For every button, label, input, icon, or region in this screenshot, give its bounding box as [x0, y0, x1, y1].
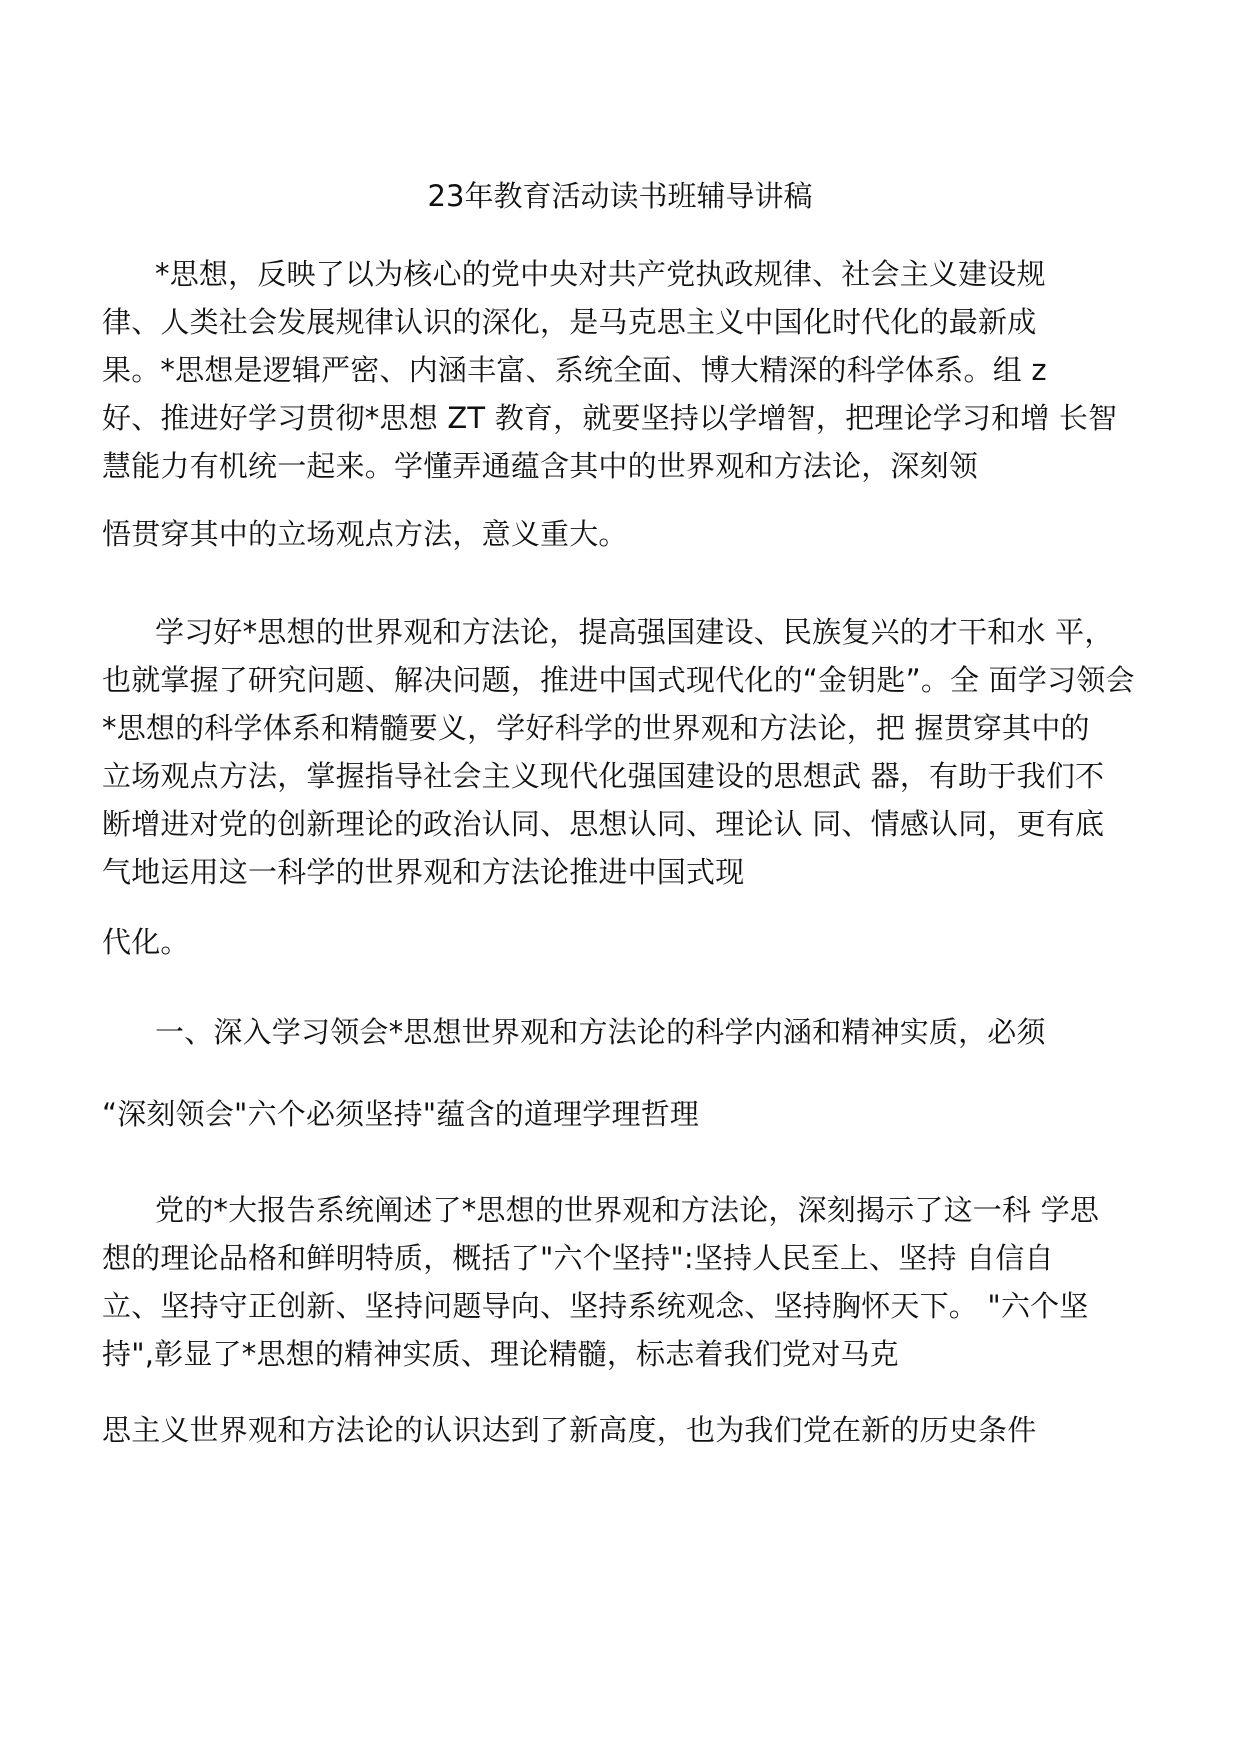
- paragraph-1-line-2: 律、人类社会发展规律认识的深化，是马克思主义中国化时代化的最新成: [102, 305, 1037, 339]
- paragraph-2-line-7: 代化。: [102, 925, 190, 959]
- paragraph-3-line-5: 思主义世界观和方法论的认识达到了新高度，也为我们党在新的历史条件: [102, 1413, 1037, 1447]
- paragraph-1-line-5: 慧能力有机统一起来。学懂弄通蕴含其中的世界观和方法论，深刻领: [102, 449, 979, 483]
- paragraph-2-line-3: *思想的科学体系和精髓要义，学好科学的世界观和方法论，把 握贯穿其中的: [102, 711, 1090, 745]
- paragraph-2-line-2: 也就掌握了研究问题、解决问题，推进中国式现代化的“金钥匙”。全 面学习领会: [102, 663, 1135, 697]
- paragraph-3-line-1: 党的*大报告系统阐述了*思想的世界观和方法论，深刻揭示了这一科 学思: [155, 1193, 1100, 1227]
- document-title: 23年教育活动读书班辅导讲稿: [427, 179, 813, 213]
- paragraph-2-line-6: 气地运用这一科学的世界观和方法论推进中国式现: [102, 855, 745, 889]
- paragraph-3-line-3: 立、坚持守正创新、坚持问题导向、坚持系统观念、坚持胸怀天下。 "六个坚: [102, 1289, 1089, 1323]
- paragraph-2-line-4: 立场观点方法，掌握指导社会主义现代化强国建设的思想武 器，有助于我们不: [102, 759, 1105, 793]
- paragraph-1-line-1: *思想，反映了以为核心的党中央对共产党执政规律、社会主义建设规: [155, 257, 1046, 291]
- section-heading-line-2: “深刻领会"六个必须坚持"蕴含的道理学理哲理: [102, 1097, 700, 1131]
- paragraph-1-line-3: 果。*思想是逻辑严密、内涵丰富、系统全面、博大精深的科学体系。组 z: [102, 353, 1047, 387]
- paragraph-2-line-1: 学习好*思想的世界观和方法论，提高强国建设、民族复兴的才干和水 平，: [155, 615, 1114, 649]
- paragraph-1-line-4: 好、推进好学习贯彻*思想 ZT 教育，就要坚持以学增智，把理论学习和增 长智: [102, 401, 1118, 435]
- paragraph-3-line-2: 想的理论品格和鲜明特质，概括了"六个坚持":坚持人民至上、坚持 自信自: [102, 1241, 1054, 1275]
- paragraph-1-line-6: 悟贯穿其中的立场观点方法，意义重大。: [102, 517, 628, 551]
- section-heading-line-1: 一、深入学习领会*思想世界观和方法论的科学内涵和精神实质，必须: [155, 1015, 1046, 1049]
- paragraph-2-line-5: 断增进对党的创新理论的政治认同、思想认同、理论认 同、情感认同，更有底: [102, 807, 1105, 841]
- paragraph-3-line-4: 持",彰显了*思想的精神实质、理论精髓，标志着我们党对马克: [102, 1337, 899, 1371]
